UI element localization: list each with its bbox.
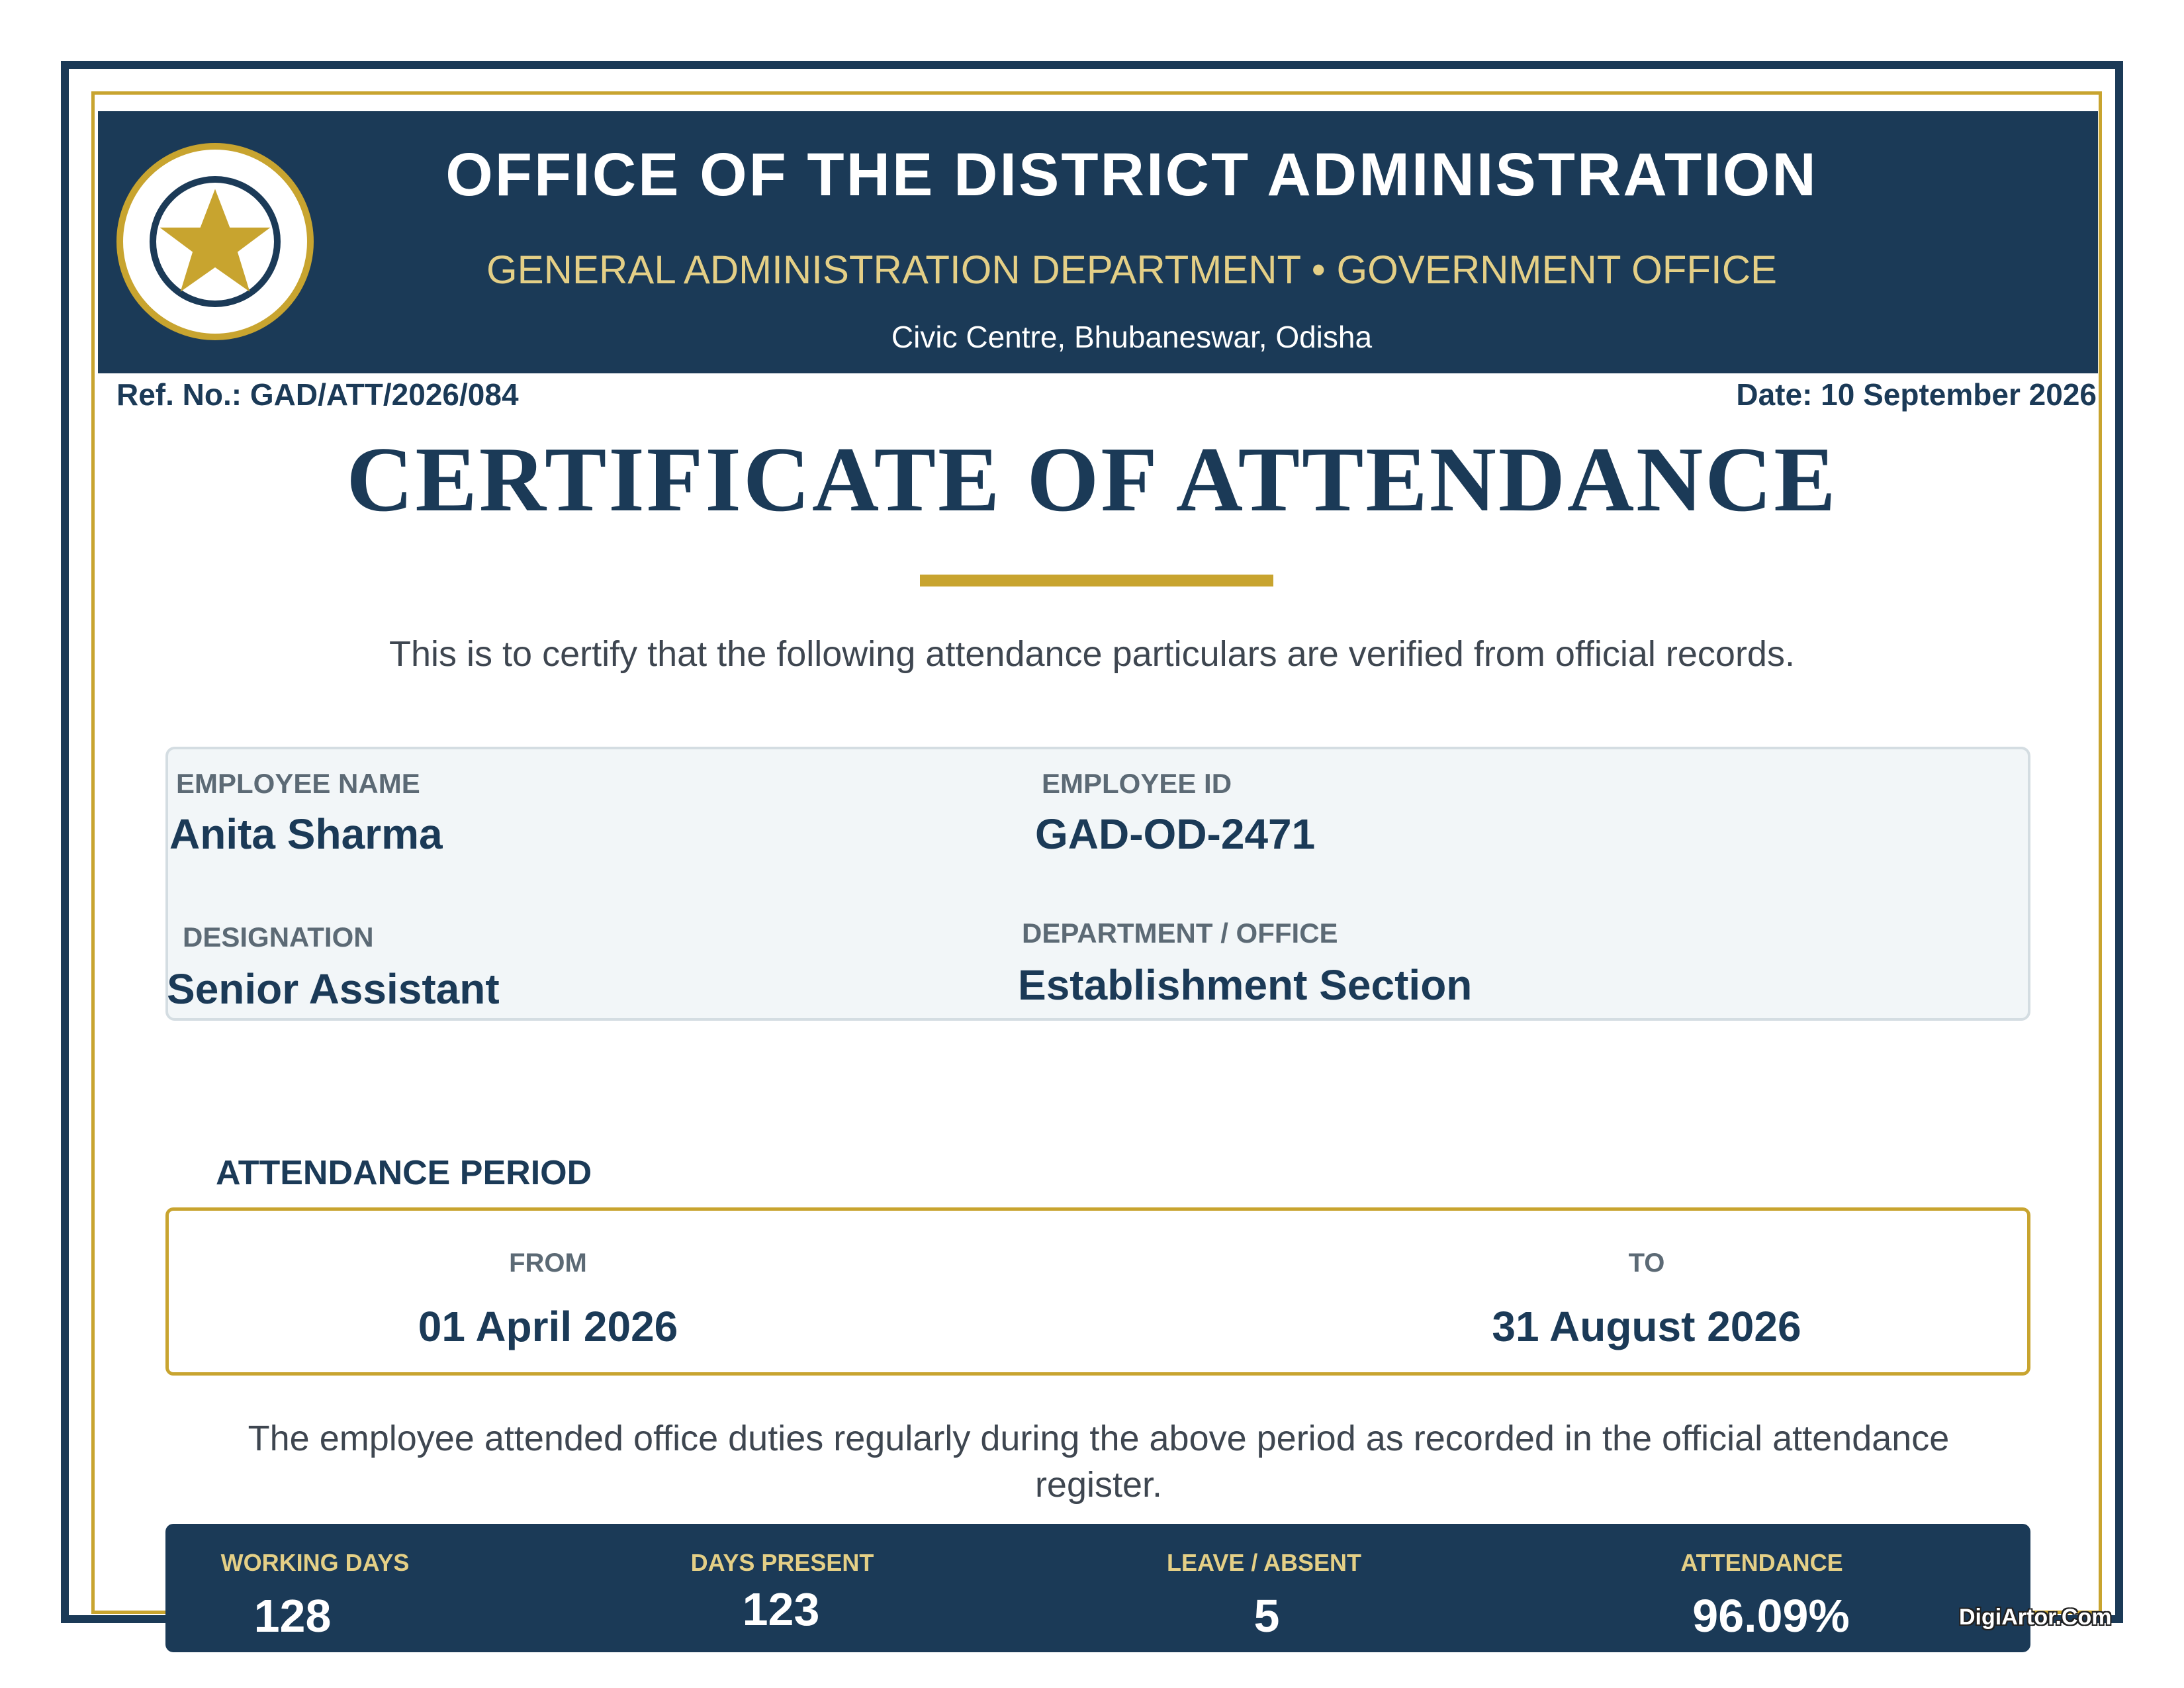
attendance-statement: The employee attended office duties regularly during the above period as recorded in the official attendance register. [248, 1419, 1950, 1505]
attendance-percent-value: 96.09% [1692, 1590, 1850, 1642]
employee-id-value: GAD-OD-2471 [1035, 810, 1316, 858]
working-days-value: 128 [253, 1590, 332, 1642]
attendance-period-heading: ATTENDANCE PERIOD [216, 1154, 592, 1192]
days-present-label: DAYS PRESENT [690, 1549, 874, 1576]
star-icon [151, 179, 279, 307]
period-to-value: 31 August 2026 [1492, 1303, 1801, 1350]
designation-label: DESIGNATION [183, 921, 374, 953]
certificate-intro: This is to certify that the following attendance particulars are verified from official records. [389, 634, 1795, 674]
working-days-label: WORKING DAYS [220, 1549, 410, 1576]
leave-absent-label: LEAVE / ABSENT [1166, 1549, 1362, 1576]
department-subtitle: GENERAL ADMINISTRATION DEPARTMENT • GOVERNMENT OFFICE [486, 248, 1778, 292]
attendance-percent-label: ATTENDANCE [1680, 1549, 1843, 1576]
employee-name-value: Anita Sharma [169, 810, 443, 858]
office-address: Civic Centre, Bhubaneswar, Odisha [891, 320, 1373, 354]
reference-number: Ref. No.: GAD/ATT/2026/084 [116, 377, 519, 412]
period-from-label: FROM [509, 1248, 587, 1278]
period-from-value: 01 April 2026 [418, 1303, 678, 1350]
employee-name-label: EMPLOYEE NAME [176, 768, 420, 799]
issue-date: Date: 10 September 2026 [1736, 377, 2097, 412]
watermark: DigiArtor.Com [1959, 1605, 2112, 1630]
days-present-value: 123 [742, 1583, 820, 1635]
title-divider [920, 575, 1273, 586]
department-label: DEPARTMENT / OFFICE [1022, 917, 1338, 949]
certificate-title: CERTIFICATE OF ATTENDANCE [346, 428, 1838, 531]
designation-value: Senior Assistant [167, 965, 500, 1013]
department-value: Establishment Section [1018, 961, 1473, 1009]
employee-id-label: EMPLOYEE ID [1042, 768, 1232, 799]
star-seal-icon [116, 143, 314, 340]
leave-absent-value: 5 [1253, 1590, 1280, 1642]
office-title: OFFICE OF THE DISTRICT ADMINISTRATION [445, 141, 1818, 209]
period-to-label: TO [1628, 1248, 1665, 1278]
